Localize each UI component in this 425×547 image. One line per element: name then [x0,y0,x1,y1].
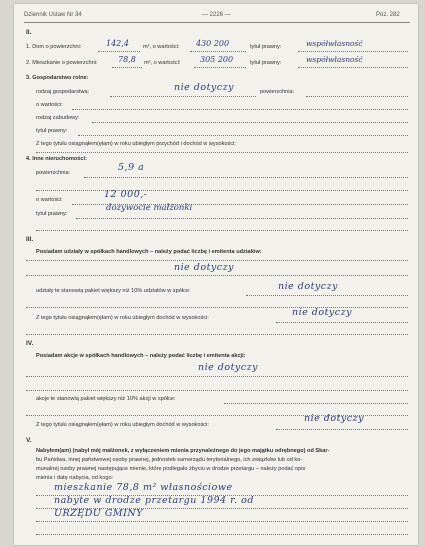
section-iv-heading: IV. [26,340,34,347]
shares-label: Posiadam udziały w spółkach handlowych – należy podać liczbę i emitenta udziałów: [36,249,262,255]
farm-income-label: Z tego tytułu osiągnąłem(ęłam) w roku ubiegłym przychód i dochód w wysokości: [36,141,236,147]
flat-area-line [112,67,142,68]
farm-buildings-line [92,122,408,123]
house-area: 142,4 [106,39,129,48]
stocks-label: Posiadam akcje w spółkach handlowych – należy podać liczbę i emitenta akcji: [36,353,246,359]
house-area-line [98,51,140,52]
stocks-income-label: Z tego tytułu osiągnąłem(ęłam) w roku ubiegłym dochód w wysokości: [36,422,209,428]
header-rule [24,22,410,23]
acquired-handwritten-1: mieszkanie 78,8 m² własnościowe [54,482,233,493]
position-number: Poz. 282 [376,12,400,18]
house-title-line [298,51,408,52]
acquired-text-line-2: bu Państwa, innej państwowej osoby prawnej, jednostek samorządu terytorialnego, ich związków lub od ko- [36,457,303,463]
house-value: 430 200 [196,39,230,48]
stocks-line-2 [26,390,408,391]
farm-area-line [306,96,408,97]
section-ii-heading: II. [26,29,32,36]
other-title-line [76,218,408,219]
house-title-label: tytuł prawny: [250,44,282,50]
farm-title-label: tytuł prawny: [36,128,68,134]
farm-type-label: rodzaj gospodarstwa: [36,89,90,95]
acquired-text-line-1: Nabyłem(am) (nabył mój małżonek, z wyłączeniem mienia przynależnego do jego majątku odrębnego) od Skar- [36,448,330,454]
farm-type-value: nie dotyczy [174,82,234,93]
farm-value-line [72,109,408,110]
farm-income-line [36,152,408,153]
shares-package-label: udziały te stanowią pakiet większy niż 10% udziałów w spółce: [36,288,191,294]
acquired-text-line-3: munalnej osoby prawnej następujące mienie, które podlegało zbyciu w drodze przetargu – należy podać opis [36,466,306,472]
section-v-heading: V. [26,437,32,444]
stocks-income-value: nie dotyczy [304,413,364,424]
flat-area: 78,8 [118,55,136,64]
farm-label: 3. Gospodarstwo rolne: [26,75,89,81]
stocks-income-line [276,429,408,430]
other-value-label: o wartości: [36,197,63,203]
flat-value-label: m², o wartości: [144,60,181,66]
stocks-package-label: akcje te stanowią pakiet większy niż 10% akcji w spółce: [36,396,176,402]
farm-buildings-label: rodzaj zabudowy: [36,115,80,121]
shares-package-value: nie dotyczy [278,281,338,292]
shares-value: nie dotyczy [174,262,234,273]
shares-line-1 [26,260,408,261]
other-area-value: 5,9 a [118,162,145,173]
other-title-line-2 [36,230,408,231]
shares-line-4 [26,334,408,335]
shares-income-line [276,322,408,323]
house-label: 1. Dom o powierzchni: [26,44,82,50]
flat-value-line [194,67,246,68]
stocks-value: nie dotyczy [198,362,258,373]
other-property-label: 4. Inne nieruchomości: [26,156,87,162]
acquired-line-4 [36,534,408,535]
acquired-handwritten-2: nabyte w drodze przetargu 1994 r. od [54,495,254,506]
other-title-value: dożywocie małżonki [106,203,193,213]
flat-value: 305 200 [200,55,234,64]
farm-title-line [78,135,408,136]
house-value-line [190,51,246,52]
shares-income-value: nie dotyczy [292,307,352,318]
stocks-line-1 [26,376,408,377]
other-value: 12 000,- [104,189,148,200]
other-area-line [84,177,408,178]
other-area-line-2 [36,190,408,191]
declaration-page [14,4,418,545]
section-iii-heading: III. [26,236,34,243]
flat-title-line [298,67,408,68]
farm-area-label: powierzchnia: [260,89,295,95]
other-title-label: tytuł prawny: [36,211,68,217]
farm-value-label: o wartości: [36,102,63,108]
other-area-label: powierzchnia: [36,170,71,176]
shares-package-line [246,295,408,296]
flat-label: 2. Mieszkanie o powierzchni: [26,60,98,66]
acquired-line-3 [36,521,408,522]
journal-title: Dziennik Ustaw Nr 34 [24,12,82,18]
shares-line-2 [26,275,408,276]
page-number: — 2226 — [202,12,231,18]
farm-type-line [110,96,256,97]
stocks-package-line [224,403,408,404]
shares-income-label: Z tego tytułu osiągnąłem(ęłam) w roku ubiegłym dochód w wysokości: [36,315,209,321]
house-title: współwłasność [306,39,363,48]
flat-title-label: tytuł prawny: [250,60,282,66]
acquired-text-line-4: mienia i datę nabycia, od kogo: [36,475,114,481]
acquired-handwritten-3: URZĘDU GMINY [54,508,143,519]
house-value-label: m², o wartości: [143,44,180,50]
flat-title: współwłasność [306,55,363,64]
